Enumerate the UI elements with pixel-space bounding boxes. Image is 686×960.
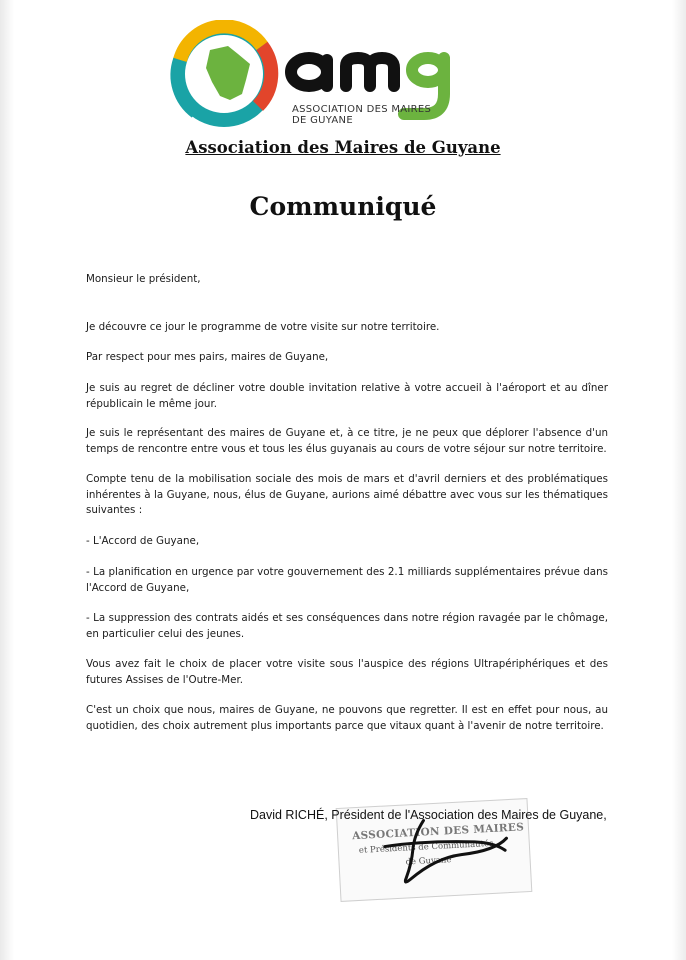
list-item: - L'Accord de Guyane, (86, 535, 200, 547)
organization-title: Association des Maires de Guyane (185, 138, 501, 157)
logo-caption: ASSOCIATION DES MAIRES DE GUYANE (292, 104, 432, 126)
list-item: - La suppression des contrats aidés et ses conséquences dans notre région ravagée par le chômage, en particulier celui des jeunes. (86, 612, 608, 640)
stamp-line-3: de Guyane (405, 855, 452, 868)
guyane-map-icon (206, 46, 250, 100)
paragraph: Je découvre ce jour le programme de votre visite sur notre territoire. (86, 321, 440, 333)
paragraph: Je suis le représentant des maires de Guyane et, à ce titre, je ne peux que déplorer l'absence d'un temps de rencontre entre vous et tous les élus guyanais au cours de votre séjour sur notre territoire. (86, 427, 608, 455)
paragraph: Je suis au regret de décliner votre double invitation relative à votre accueil à l'aéroport et au dîner républicain le même jour. (86, 382, 608, 410)
paragraph: Compte tenu de la mobilisation sociale des mois de mars et d'avril derniers et des problématiques inhérentes à la Guyane, nous, élus de Guyane, aurions aimé débattre avec vous sur les thématiques suivantes : (86, 473, 608, 516)
paragraph: C'est un choix que nous, maires de Guyane, ne pouvons que regretter. Il est en effet pour nous, au quotidien, des choix autrement plus importants parce que vitaux quant à l'avenir de notre territoire. (86, 704, 608, 732)
signature-line: David RICHÉ, Président de l'Association des Maires de Guyane, (250, 808, 607, 822)
list-item: - La planification en urgence par votre gouvernement des 2.1 milliards supplémentaires prévue dans l'Accord de Guyane, (86, 566, 608, 594)
salutation: Monsieur le président, (86, 273, 201, 285)
stamp-line-2: et Présidents de Communautés (358, 838, 494, 856)
stamp-line-1: ASSOCIATION DES MAIRES (351, 821, 525, 843)
document-title: Communiqué (249, 192, 437, 221)
paragraph: Vous avez fait le choix de placer votre visite sous l'auspice des régions Ultrapériphériques et des futures Assises de l'Outre-Mer. (86, 658, 608, 686)
paragraph: Par respect pour mes pairs, maires de Guyane, (86, 351, 329, 363)
